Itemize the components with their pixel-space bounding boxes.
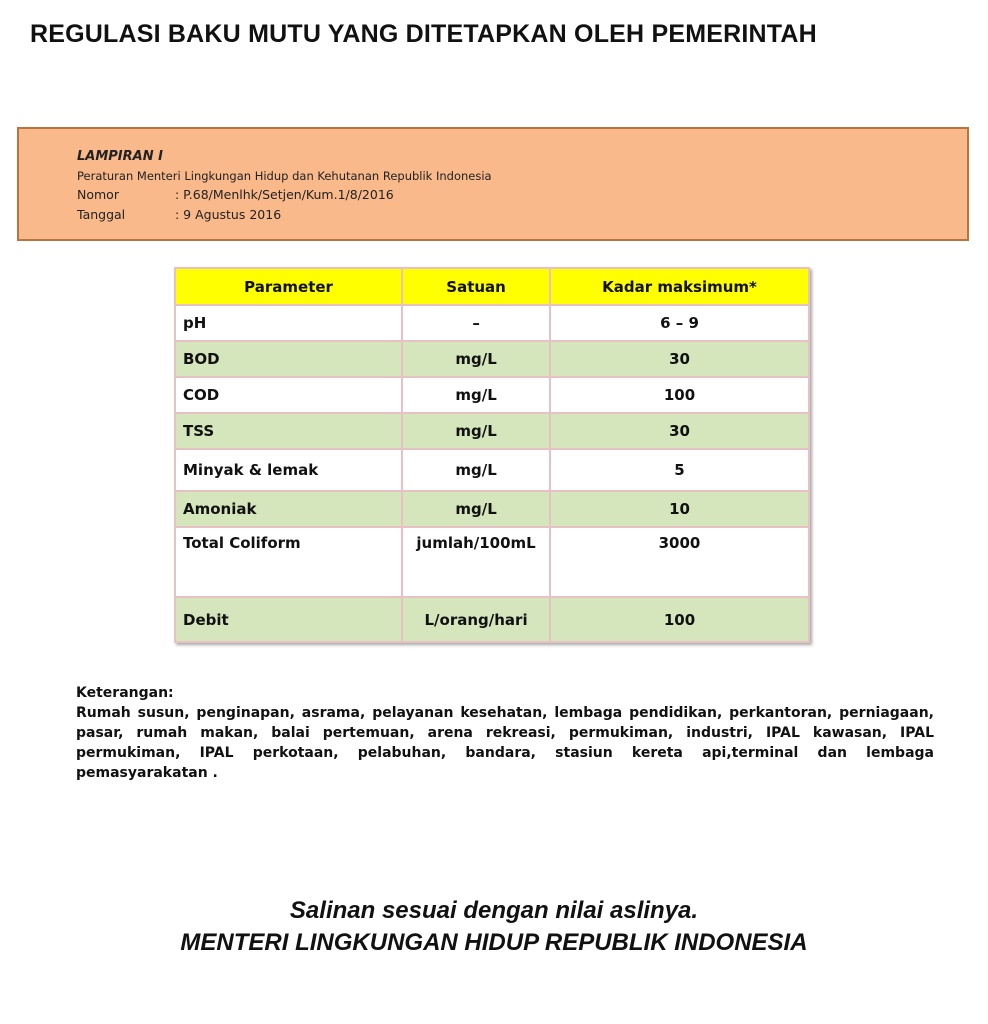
cell-kadar: 30: [550, 413, 809, 449]
footer-ministry: MENTERI LINGKUNGAN HIDUP REPUBLIK INDONESIA: [180, 929, 808, 956]
quality-standard-table: [174, 267, 810, 643]
cell-satuan: mg/L: [402, 341, 550, 377]
lampiran-heading: LAMPIRAN I: [77, 149, 163, 164]
notes-section: [76, 683, 934, 783]
nomor-line: [77, 187, 394, 202]
cell-satuan: L/orang/hari: [402, 597, 550, 642]
cell-satuan: –: [402, 305, 550, 341]
table-row: [175, 413, 809, 449]
nomor-label: Nomor: [77, 187, 119, 202]
table-row: [175, 377, 809, 413]
cell-kadar: 100: [550, 597, 809, 642]
header-parameter: Parameter: [175, 268, 402, 305]
cell-parameter: Minyak & lemak: [175, 449, 402, 491]
header-satuan: Satuan: [402, 268, 550, 305]
regulation-title: Peraturan Menteri Lingkungan Hidup dan Kehutanan Republik Indonesia: [77, 169, 492, 183]
cell-kadar: 10: [550, 491, 809, 527]
table-row: [175, 341, 809, 377]
cell-kadar: 30: [550, 341, 809, 377]
lampiran-box: [17, 127, 969, 241]
table-row: [175, 527, 809, 597]
nomor-value: : P.68/Menlhk/Setjen/Kum.1/8/2016: [175, 187, 394, 202]
cell-satuan: mg/L: [402, 377, 550, 413]
cell-satuan: mg/L: [402, 413, 550, 449]
cell-kadar: 6 – 9: [550, 305, 809, 341]
cell-satuan: mg/L: [402, 491, 550, 527]
cell-parameter: Debit: [175, 597, 402, 642]
tanggal-value: : 9 Agustus 2016: [175, 207, 282, 222]
table-row: [175, 449, 809, 491]
cell-kadar: 100: [550, 377, 809, 413]
tanggal-label: Tanggal: [77, 207, 126, 222]
footer-certification: Salinan sesuai dengan nilai aslinya.: [289, 897, 699, 924]
table-row: [175, 491, 809, 527]
tanggal-line: [77, 207, 281, 222]
cell-kadar: 5: [550, 449, 809, 491]
page-title: REGULASI BAKU MUTU YANG DITETAPKAN OLEH PEMERINTAH: [30, 20, 817, 48]
cell-parameter: TSS: [175, 413, 402, 449]
table-row: [175, 305, 809, 341]
table-row: [175, 597, 809, 642]
cell-satuan: jumlah/100mL: [402, 527, 550, 597]
notes-label: Keterangan:: [76, 685, 174, 701]
cell-parameter: BOD: [175, 341, 402, 377]
notes-text: Rumah susun, penginapan, asrama, pelayanan kesehatan, lembaga pendidikan, perkantoran, perniagaan, pasar, rumah makan, balai pertemuan, arena rekreasi, permukiman, industri, IPAL kawasan, IPAL permukiman, IPAL perkotaan, pelabuhan, bandara, stasiun kereta api,terminal dan lembaga pemasyarakatan .: [76, 705, 934, 781]
table-header-row: [175, 268, 809, 305]
header-kadar-maksimum: Kadar maksimum*: [550, 268, 809, 305]
cell-kadar: 3000: [550, 527, 809, 597]
cell-parameter: Total Coliform: [175, 527, 402, 597]
cell-parameter: Amoniak: [175, 491, 402, 527]
cell-satuan: mg/L: [402, 449, 550, 491]
cell-parameter: pH: [175, 305, 402, 341]
cell-parameter: COD: [175, 377, 402, 413]
